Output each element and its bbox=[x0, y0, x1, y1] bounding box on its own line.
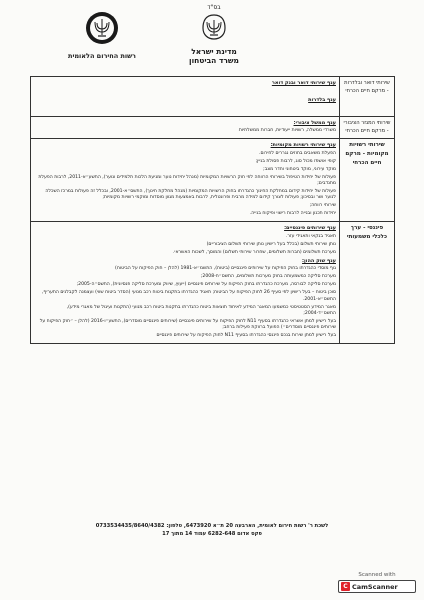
sector-details bbox=[31, 116, 340, 138]
footer-line2: פקס אדום 6282-648 עמוד 14 מתוך 17 bbox=[162, 531, 262, 537]
sector-category: שירותי רשויות מקומיות - מרקם חיים הכרחי bbox=[340, 139, 395, 222]
camscanner-logo-icon: C bbox=[341, 582, 350, 591]
branch-line: יחידות תכנון ובנייה לרבות רישוי ופיקוח בנייה. bbox=[249, 211, 336, 217]
table-row bbox=[31, 77, 395, 117]
sector-details bbox=[31, 222, 340, 344]
ministry-line2: משרד הביטחון bbox=[189, 56, 239, 65]
branch-line: פעולות של יחידות הטיפול בשירותי הרווחה לפי חוק הרשויות המקומיות (מנהל יחידות נוער ומניעת הלכות תלמידים ונוער), התשע״א-2011, לרבות הפעלת מתנדבים; bbox=[38, 174, 336, 187]
branch-line: סוכן ביטוח – בעל רישיון לפי סעיף 26 לחוק הפיקוח על הביטוח; תאגיד כהגדרתו בתקנות ביטוח רכב מנועי (הסדר ביטוח שווי) ועצמנה לקבלנים התעריף, התשס״א-2001. bbox=[41, 290, 336, 302]
document-footer bbox=[20, 522, 404, 538]
watermark-app-name: CamScanner bbox=[352, 582, 398, 591]
watermark-badge bbox=[338, 580, 416, 593]
sector-category: שירותי דואר ובלדרות - מרקם חיים הכרחי bbox=[340, 77, 395, 117]
branch-title: ענף בלדרות bbox=[308, 97, 336, 104]
camscanner-watermark bbox=[338, 572, 416, 596]
branch-line: מערכת סליקה כמשמעותה בחוק מערכות תשלומים, התשס״ח-2008; bbox=[200, 274, 336, 280]
authority-seal-icon bbox=[84, 10, 120, 46]
branch-line: מערכת תשלומים (חברות תשלומים, שחרור שירותי תשלום) והמוסך, לשכות האשראי. bbox=[172, 249, 336, 255]
watermark-scanned-text: Scanned with bbox=[358, 572, 396, 578]
branch-line: תאגיד בנקאי ותאגידי עזר. bbox=[285, 233, 336, 239]
branch-title: ענף שוק ההון: bbox=[302, 257, 336, 264]
footer-line1: לשכת ר' רשות חירום לאומית, הארבעה 20 ת״א 6473920, טלפון: 0733534435/8640/4382 bbox=[95, 523, 329, 529]
branch-line: מאגר המידע הסטטיסטי כמשמעו המאגר המידע לאיחוד תוצאות ביטוח כהגדרתו בתקנות ביטוח רכב מנועי (התקנות ועיגול של מאגרי מידע), התשס״ד-2004; bbox=[66, 304, 336, 317]
document-header bbox=[0, 0, 424, 66]
branch-title: ענף שירותי דואר ובנק דואר bbox=[271, 80, 336, 86]
branch-line: משרדי ממשלה, רשויות ייעודיות, חברות ממשלתיות bbox=[238, 128, 336, 134]
state-emblem-icon bbox=[199, 12, 229, 42]
ministry-line1: מדינת ישראל bbox=[191, 47, 237, 56]
branch-title: ענף שירותי רשויות מקומיות: bbox=[270, 142, 336, 149]
branch-line: גוף מוסדי כהגדרתו בחוק הפיקוח על שירותים פיננסיים (ביטוח), התשמ״א-1981 (להלן – חוק הפיקוח על הביטוח) bbox=[115, 266, 336, 272]
branch-line: שירותי רווחה; bbox=[309, 203, 336, 209]
branch-line: בעל רישיון למתן שירות בנכס פיננסי כהגדרתו בסעיף N11 לחוק הפיקוח על שירותים פיננסיים bbox=[156, 333, 336, 339]
branch-line: בעל רישיון למתן אשראי כהגדרתו בסעיף N11 לחוק הפיקוח על שירותים פיננסיים (שירותים פיננסיים מוסדרים), התשע״ו-2016 (להלן – ״חוק הפיקוח על שירותים פיננסיים מוסדרים״) הפועל ברווקת פעילות ברחב; bbox=[39, 319, 336, 331]
table-row bbox=[31, 222, 395, 344]
table-row bbox=[31, 139, 395, 222]
table-row bbox=[31, 116, 395, 138]
branch-line: פעולות של יחידות קידום במחלקת החינוך כהגדרתו בחוק הרשויות המקומיות (מנהל מחלקת חינוך), התשס״א-2001, ובכלל זה פעולות במרכז השכלה לנוער ושר ובסיכון; פעולות לצורך קידום למידה מרבית ופרונטלית, לרבות באמצעות מגוון מוסדות ומוקמי רשויות מקומיות; bbox=[45, 189, 336, 201]
branch-line: נותן שירותי תשלום (בכלל בעל רישיון נותן שירותי תשלום הציבוריים) bbox=[206, 241, 336, 247]
sector-category: פיננסי - ערך כלכלי משמעותי bbox=[340, 222, 395, 344]
sector-category: שירותי המגזר הציבורי - מרקם חיים הכרחי bbox=[340, 116, 395, 138]
branch-title: ענף ממשל ציבורי: bbox=[293, 119, 336, 126]
branch-line: קופי אושפז מכול סוג, לרבות פסולת בניין; bbox=[255, 158, 336, 164]
sector-details bbox=[31, 77, 340, 117]
authority-block bbox=[52, 10, 152, 60]
branch-line: מערכת סליקה לבורסה, מערכת כהגדרתו בחוק הפיקוח על שירותים פיננסיים (ייעוץ, שיווק ומערכת סליקה פנסיונית), התשס״ה-2005; bbox=[76, 282, 336, 288]
bsd-mark: בס"ד bbox=[207, 4, 221, 11]
branch-line: מוקד עירוני, מוקד ביטחוני וחדר מצב; bbox=[263, 166, 336, 172]
ministry-block bbox=[159, 4, 269, 65]
branch-line: הפעלת משאבים בחוזים נגררים לחירום. bbox=[259, 150, 336, 156]
authority-title: רשות החירום הלאומית bbox=[68, 52, 136, 60]
branch-title: ענף שירותים פיננסיים: bbox=[284, 225, 336, 232]
sector-details bbox=[31, 139, 340, 222]
sectors-table bbox=[30, 76, 395, 344]
